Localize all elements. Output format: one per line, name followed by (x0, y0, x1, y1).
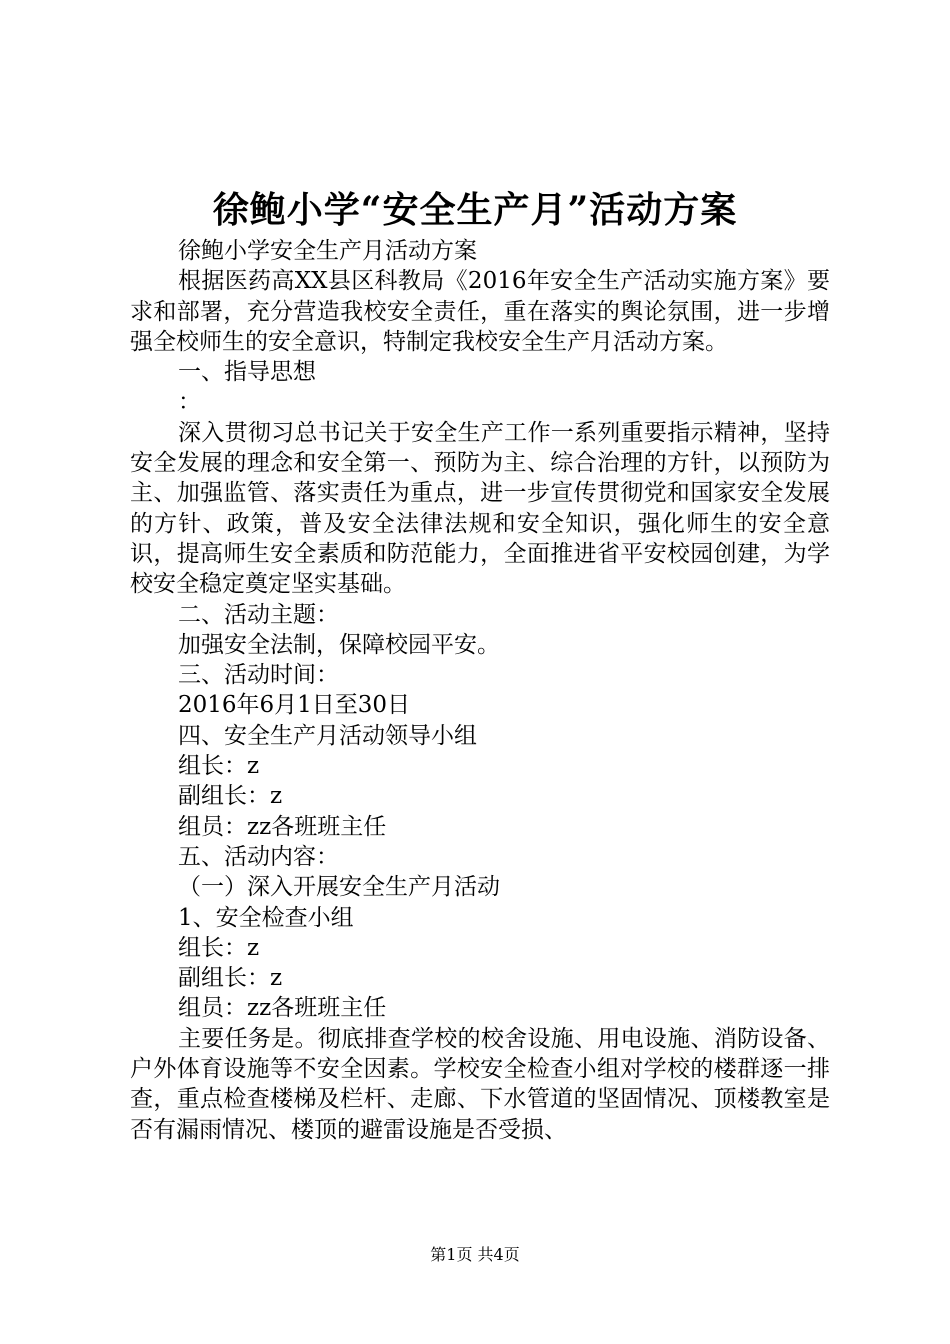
subsection-heading: 1、安全检查小组 (178, 904, 354, 931)
document-title: 徐鲍小学“安全生产月”活动方案 (212, 189, 738, 231)
section-heading: 一、指导思想 (178, 359, 316, 386)
paragraph: 深入贯彻习总书记关于安全生产工作一系列重要指示精神，坚持安全发展的理念和安全第一、预防为主、综合治理的方针，以预防为主、加强监管、落实责任为重点，进一步宣传贯彻党和国家安全发展的方针、政策，普及安全法律法规和安全知识，强化师生的安全意识，提高师生安全素质和防范能力，全面推进省平安校园创建，为学校安全稳定奠定坚实基础。 (130, 419, 830, 598)
paragraph: 组长：z (178, 934, 260, 961)
paragraph: 主要任务是。彻底排查学校的校舍设施、用电设施、消防设备、户外体育设施等不安全因素。学校安全检查小组对学校的楼群逐一排查，重点检查楼梯及栏杆、走廊、下水管道的坚固情况、顶楼教室是否有漏雨情况、楼顶的避雷设施是否受损、 (130, 1025, 830, 1143)
page-footer: 第1页 共4页 (430, 1245, 520, 1264)
paragraph: ： (178, 389, 201, 416)
paragraph: 根据医药高XX县区科教局《2016年安全生产活动实施方案》要求和部署，充分营造我校安全责任，重在落实的舆论氛围，进一步增强全校师生的安全意识，特制定我校安全生产月活动方案。 (130, 268, 830, 355)
section-heading: 三、活动时间： (178, 662, 339, 689)
subsection-heading: （一）深入开展安全生产月活动 (178, 874, 500, 901)
section-heading: 五、活动内容： (178, 843, 339, 870)
paragraph: 组员：zz各班班主任 (178, 813, 387, 840)
document-body (130, 236, 830, 1145)
paragraph: 副组长：z (178, 965, 283, 992)
paragraph: 副组长：z (178, 783, 283, 810)
section-heading: 四、安全生产月活动领导小组 (178, 722, 477, 749)
section-heading: 二、活动主题： (178, 601, 339, 628)
paragraph: 加强安全法制，保障校园平安。 (178, 631, 500, 658)
paragraph: 组员：zz各班班主任 (178, 995, 387, 1022)
paragraph: 组长：z (178, 753, 260, 780)
paragraph: 徐鲍小学安全生产月活动方案 (178, 238, 477, 264)
paragraph: 2016年6月1日至30日 (178, 692, 411, 719)
